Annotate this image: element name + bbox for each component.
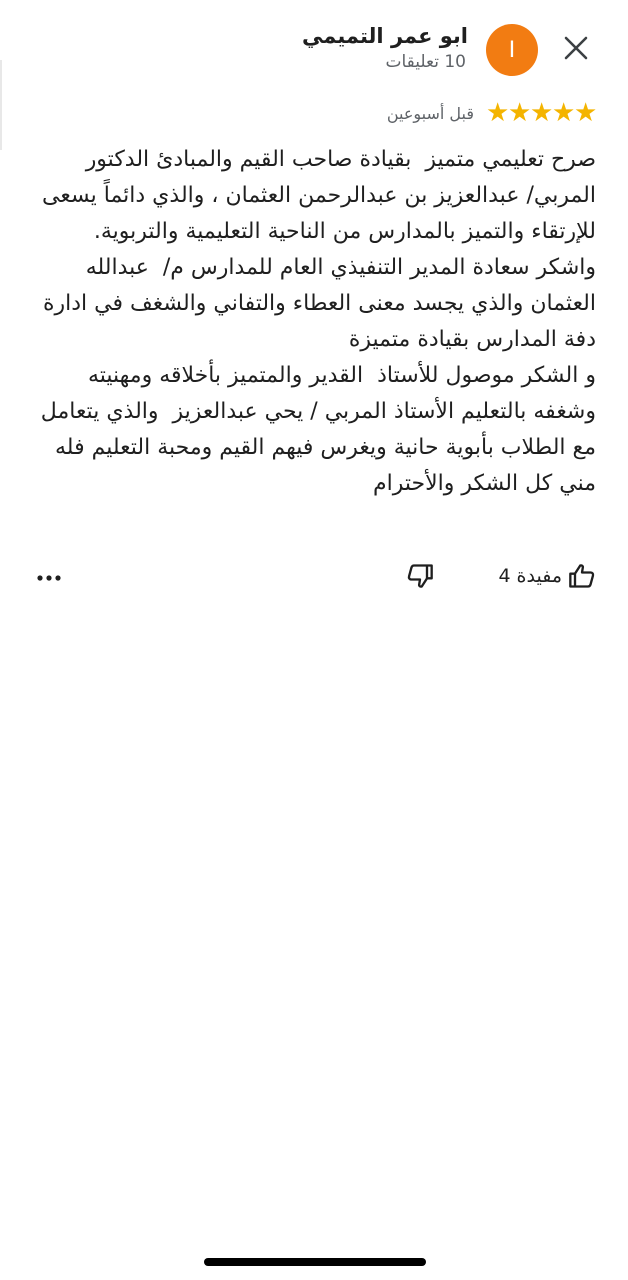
reviewer-name[interactable]: ابو عمر التميمي bbox=[302, 24, 468, 48]
star-icon: ★ bbox=[508, 98, 532, 128]
avatar-initial: I bbox=[508, 36, 516, 63]
star-icon: ★ bbox=[552, 98, 576, 128]
star-icon: ★ bbox=[530, 98, 554, 128]
review-text: صرح تعليمي متميز بقيادة صاحب القيم والمبادئ الدكتور المربي/ عبدالعزيز بن عبدالرحمن العثمان ، والذي دائماً يسعى للإرتقاء والتميز بالمدارس من الناحية التعليمية والتربوية. واشكر سعادة المدير التنفيذي العام للمدارس م/ عبدالله العثمان والذي يجسد معنى العطاء والتفاني والشغف في ادارة دفة المدارس بقيادة متميزة و الشكر موصول للأستاذ القدير والمتميز بأخلاقه ومهنيته وشغفه بالتعليم الأستاذ المربي / يحي عبدالعزيز والذي يتعامل مع الطلاب بأبوية حانية ويغرس فيهم القيم ومحبة التعليم فله مني كل الشكر والأحترام bbox=[40, 147, 596, 496]
star-icon: ★ bbox=[574, 98, 598, 128]
star-rating bbox=[486, 98, 596, 128]
not-helpful-button[interactable] bbox=[406, 562, 434, 594]
panel-edge bbox=[0, 60, 2, 150]
star-icon: ★ bbox=[486, 98, 510, 128]
helpful-button[interactable] bbox=[490, 562, 596, 590]
thumbs-down-icon bbox=[406, 562, 434, 590]
home-indicator[interactable] bbox=[204, 1258, 426, 1266]
more-horizontal-icon bbox=[36, 574, 62, 582]
avatar[interactable] bbox=[486, 24, 538, 76]
helpful-count: 4 bbox=[498, 565, 511, 587]
helpful-label: مفيدة bbox=[516, 565, 562, 587]
close-icon bbox=[563, 35, 589, 61]
more-options-button[interactable] bbox=[36, 566, 66, 590]
rating-row bbox=[387, 98, 596, 128]
review-actions bbox=[36, 562, 596, 596]
close-button[interactable] bbox=[556, 28, 596, 68]
review-time-ago: قبل أسبوعين bbox=[386, 103, 474, 123]
thumbs-up-icon bbox=[568, 562, 596, 590]
reviewer-review-count: 10 تعليقات bbox=[385, 52, 466, 72]
